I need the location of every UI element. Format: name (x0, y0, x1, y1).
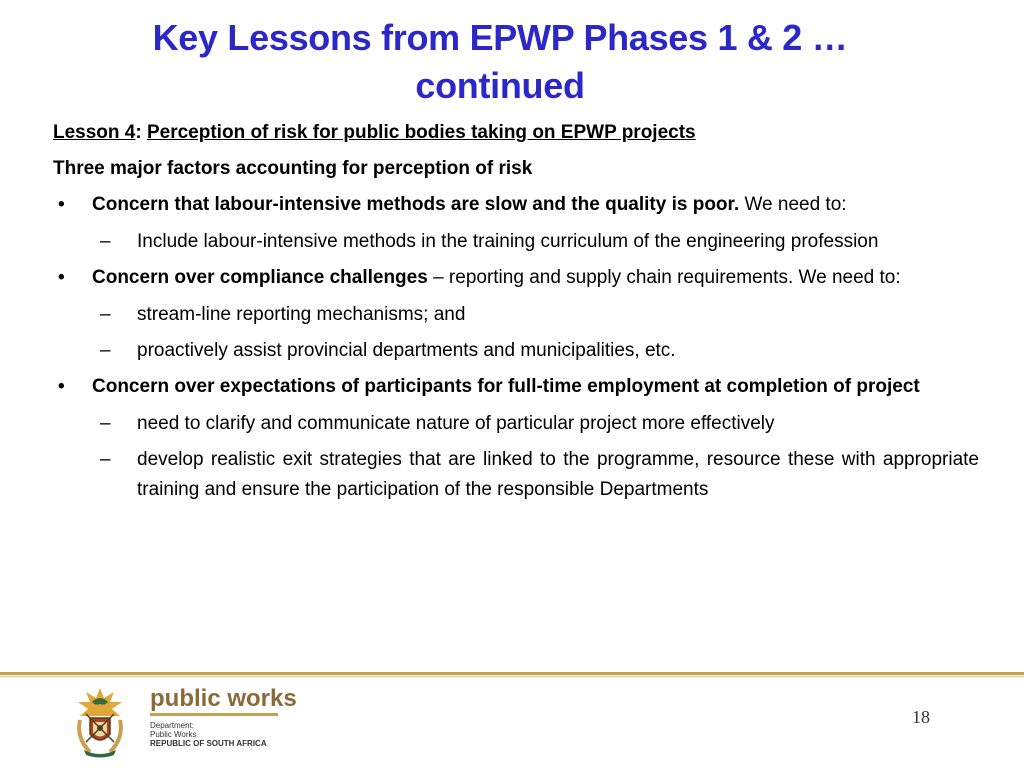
lesson-heading (53, 118, 979, 148)
footer-rule (0, 672, 1024, 675)
public-works-logo (148, 684, 298, 754)
dash-mark: – (100, 340, 111, 361)
bullet-text: – reporting and supply chain requirements. We need to: (427, 267, 901, 288)
logo-line-3: REPUBLIC OF SOUTH AFRICA (150, 739, 267, 748)
bullet-item (53, 190, 979, 220)
bullet-text: We need to: (739, 194, 847, 215)
intro-text: Three major factors accounting for perception of risk (53, 158, 533, 179)
bullet-mark: • (58, 267, 65, 288)
footer-rule-thin (0, 676, 1024, 677)
sub-bullet-text: develop realistic exit strategies that are linked to the programme, resource these with appropriate training and ensure the participation of the responsible Departments (137, 449, 979, 500)
slide-title (100, 14, 900, 110)
sub-bullet-item (53, 445, 979, 505)
slide-title-line-1: Key Lessons from EPWP Phases 1 & 2 … (152, 17, 848, 58)
coat-of-arms-icon (70, 684, 130, 758)
slide-title-line-2: continued (415, 65, 585, 106)
bullet-mark: • (58, 194, 65, 215)
slide-body (53, 118, 979, 511)
logo-name: public works (150, 685, 297, 712)
sub-bullet-text: proactively assist provincial departments and municipalities, etc. (137, 340, 676, 361)
bullet-item (53, 263, 979, 293)
dash-mark: – (100, 449, 111, 470)
dash-mark: – (100, 304, 111, 325)
logo-line-2: Public Works (150, 730, 197, 739)
bullet-bold-text: Concern that labour-intensive methods are slow and the quality is poor. (92, 194, 740, 215)
sub-bullet-text: need to clarify and communicate nature of particular project more effectively (137, 413, 775, 434)
lesson-label: Lesson 4 (53, 122, 136, 143)
page-number: 18 (912, 707, 930, 727)
sub-bullet-item (53, 336, 979, 366)
sub-bullet-item (53, 300, 979, 330)
bullet-bold-text: Concern over compliance challenges (92, 267, 428, 288)
bullet-item (53, 372, 979, 402)
logo-line-1: Department: (150, 721, 195, 730)
sub-bullet-item (53, 227, 979, 257)
bullet-mark: • (58, 376, 65, 397)
dash-mark: – (100, 231, 111, 252)
lesson-colon: : (135, 122, 142, 143)
sub-bullet-item (53, 409, 979, 439)
dash-mark: – (100, 413, 111, 434)
sub-bullet-text: stream-line reporting mechanisms; and (137, 304, 466, 325)
sub-bullet-text: Include labour-intensive methods in the training curriculum of the engineering profession (137, 231, 879, 252)
lesson-title: Perception of risk for public bodies taking on EPWP projects (146, 122, 696, 143)
bullet-bold-text: Concern over expectations of participants for full-time employment at completion of project (92, 376, 920, 397)
